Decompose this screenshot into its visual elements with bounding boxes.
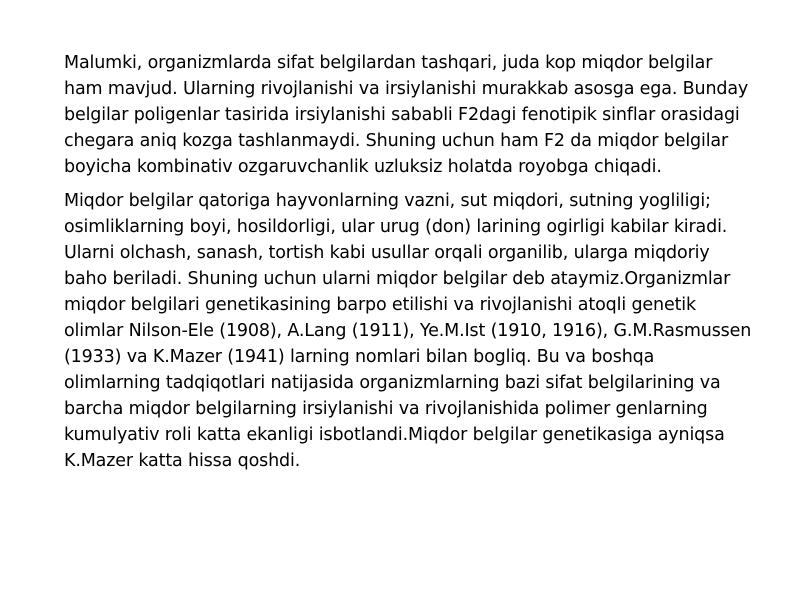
paragraph-2: Miqdor belgilar qatoriga hayvonlarning vazni, sut miqdori, sutning yogliligi; osimliklarning boyi, hosildorligi, ular urug (don) larining ogirligi kabilar kiradi. Ularni olchash, sanash, tortish kabi usullar orqali organilib, ularga miqdoriy baho beriladi. Shuning uchun ularni miqdor belgilar deb ataymiz.Organizmlar miqdor belgilari genetikasining barpo etilishi va rivojlanishi atoqli genetik olimlar Nilson-Ele (1908), A.Lang (1911), Ye.M.Ist (1910, 1916), G.M.Rasmussen (1933) va K.Mazer (1941) larning nomlari bilan bogliq. Bu va boshqa olimlarning tadqiqotlari natijasida organizmlarning bazi sifat belgilarining va barcha miqdor belgilarning irsiylanishi va rivojlanishida polimer genlarning kumulyativ roli katta ekanligi isbotlandi.Miqdor belgilar genetikasiga ayniqsa K.Mazer katta hissa qoshdi. [64,191,752,471]
text-body [64,50,754,482]
paragraph-1: Malumki, organizmlarda sifat belgilardan tashqari, juda kop miqdor belgilar ham mavjud. Ularning rivojlanishi va irsiylanishi murakkab asosga ega. Bunday belgilar poligenlar tasirida irsiylanishi sababli F2dagi fenotipik sinflar orasidagi chegara aniq kozga tashlanmaydi. Shuning uchun ham F2 da miqdor belgilar boyicha kombinativ ozgaruvchanlik uzluksiz holatda royobga chiqadi. [64,53,749,177]
